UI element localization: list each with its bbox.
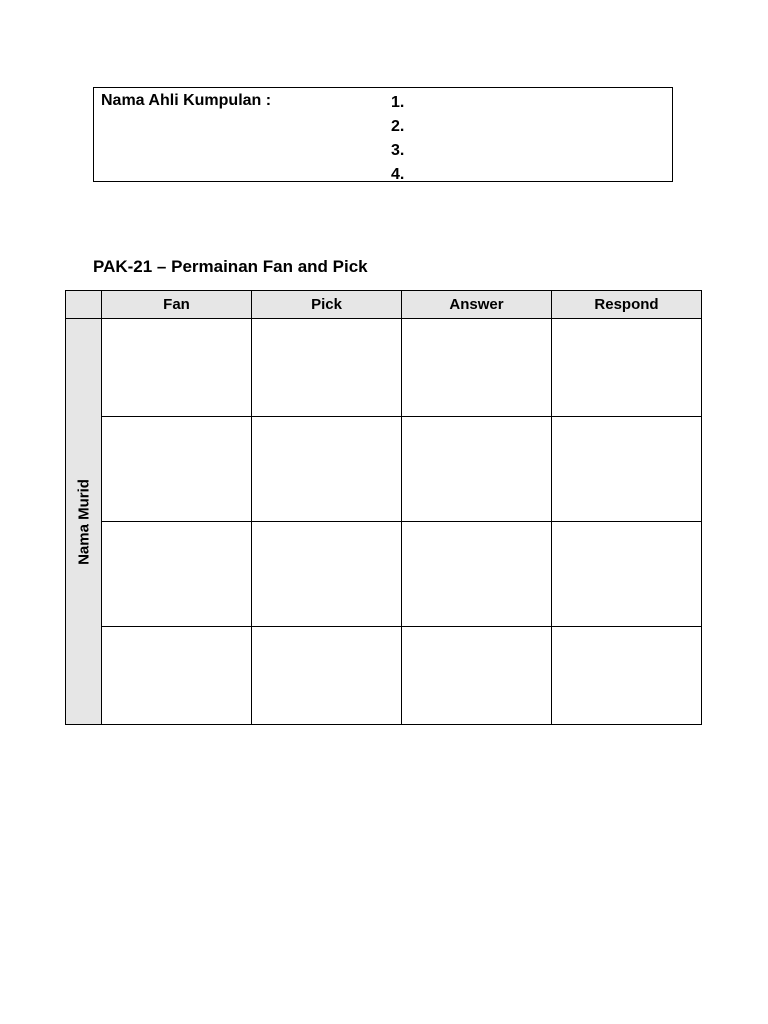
fan-cell[interactable]	[102, 522, 252, 627]
fan-cell[interactable]	[102, 627, 252, 725]
table-row	[66, 319, 702, 417]
respond-cell[interactable]	[552, 319, 702, 417]
row-label-cell	[66, 319, 102, 725]
pick-cell[interactable]	[252, 522, 402, 627]
group-member-number-1: 1.	[391, 94, 405, 111]
group-member-list	[391, 91, 404, 187]
column-header-fan: Fan	[102, 291, 252, 319]
pick-cell[interactable]	[252, 319, 402, 417]
worksheet-table	[65, 290, 702, 725]
table-row	[66, 627, 702, 725]
respond-cell[interactable]	[552, 522, 702, 627]
respond-cell[interactable]	[552, 417, 702, 522]
answer-cell[interactable]	[402, 319, 552, 417]
column-header-answer: Answer	[402, 291, 552, 319]
table-row	[66, 522, 702, 627]
answer-cell[interactable]	[402, 627, 552, 725]
fan-cell[interactable]	[102, 417, 252, 522]
respond-cell[interactable]	[552, 627, 702, 725]
table-header-row	[66, 291, 702, 319]
answer-cell[interactable]	[402, 417, 552, 522]
pick-cell[interactable]	[252, 627, 402, 725]
group-member-number-3: 3.	[391, 142, 405, 159]
column-header-respond: Respond	[552, 291, 702, 319]
answer-cell[interactable]	[402, 522, 552, 627]
row-label-nama-murid: Nama Murid	[75, 478, 92, 565]
page-title: PAK-21 – Permainan Fan and Pick	[93, 257, 368, 276]
pick-cell[interactable]	[252, 417, 402, 522]
column-header-pick: Pick	[252, 291, 402, 319]
group-member-number-4: 4.	[391, 166, 405, 183]
table-row	[66, 417, 702, 522]
table-corner-cell	[66, 291, 102, 319]
group-member-number-2: 2.	[391, 118, 405, 135]
fan-cell[interactable]	[102, 319, 252, 417]
group-members-box	[93, 87, 673, 182]
group-members-label: Nama Ahli Kumpulan :	[101, 92, 272, 109]
